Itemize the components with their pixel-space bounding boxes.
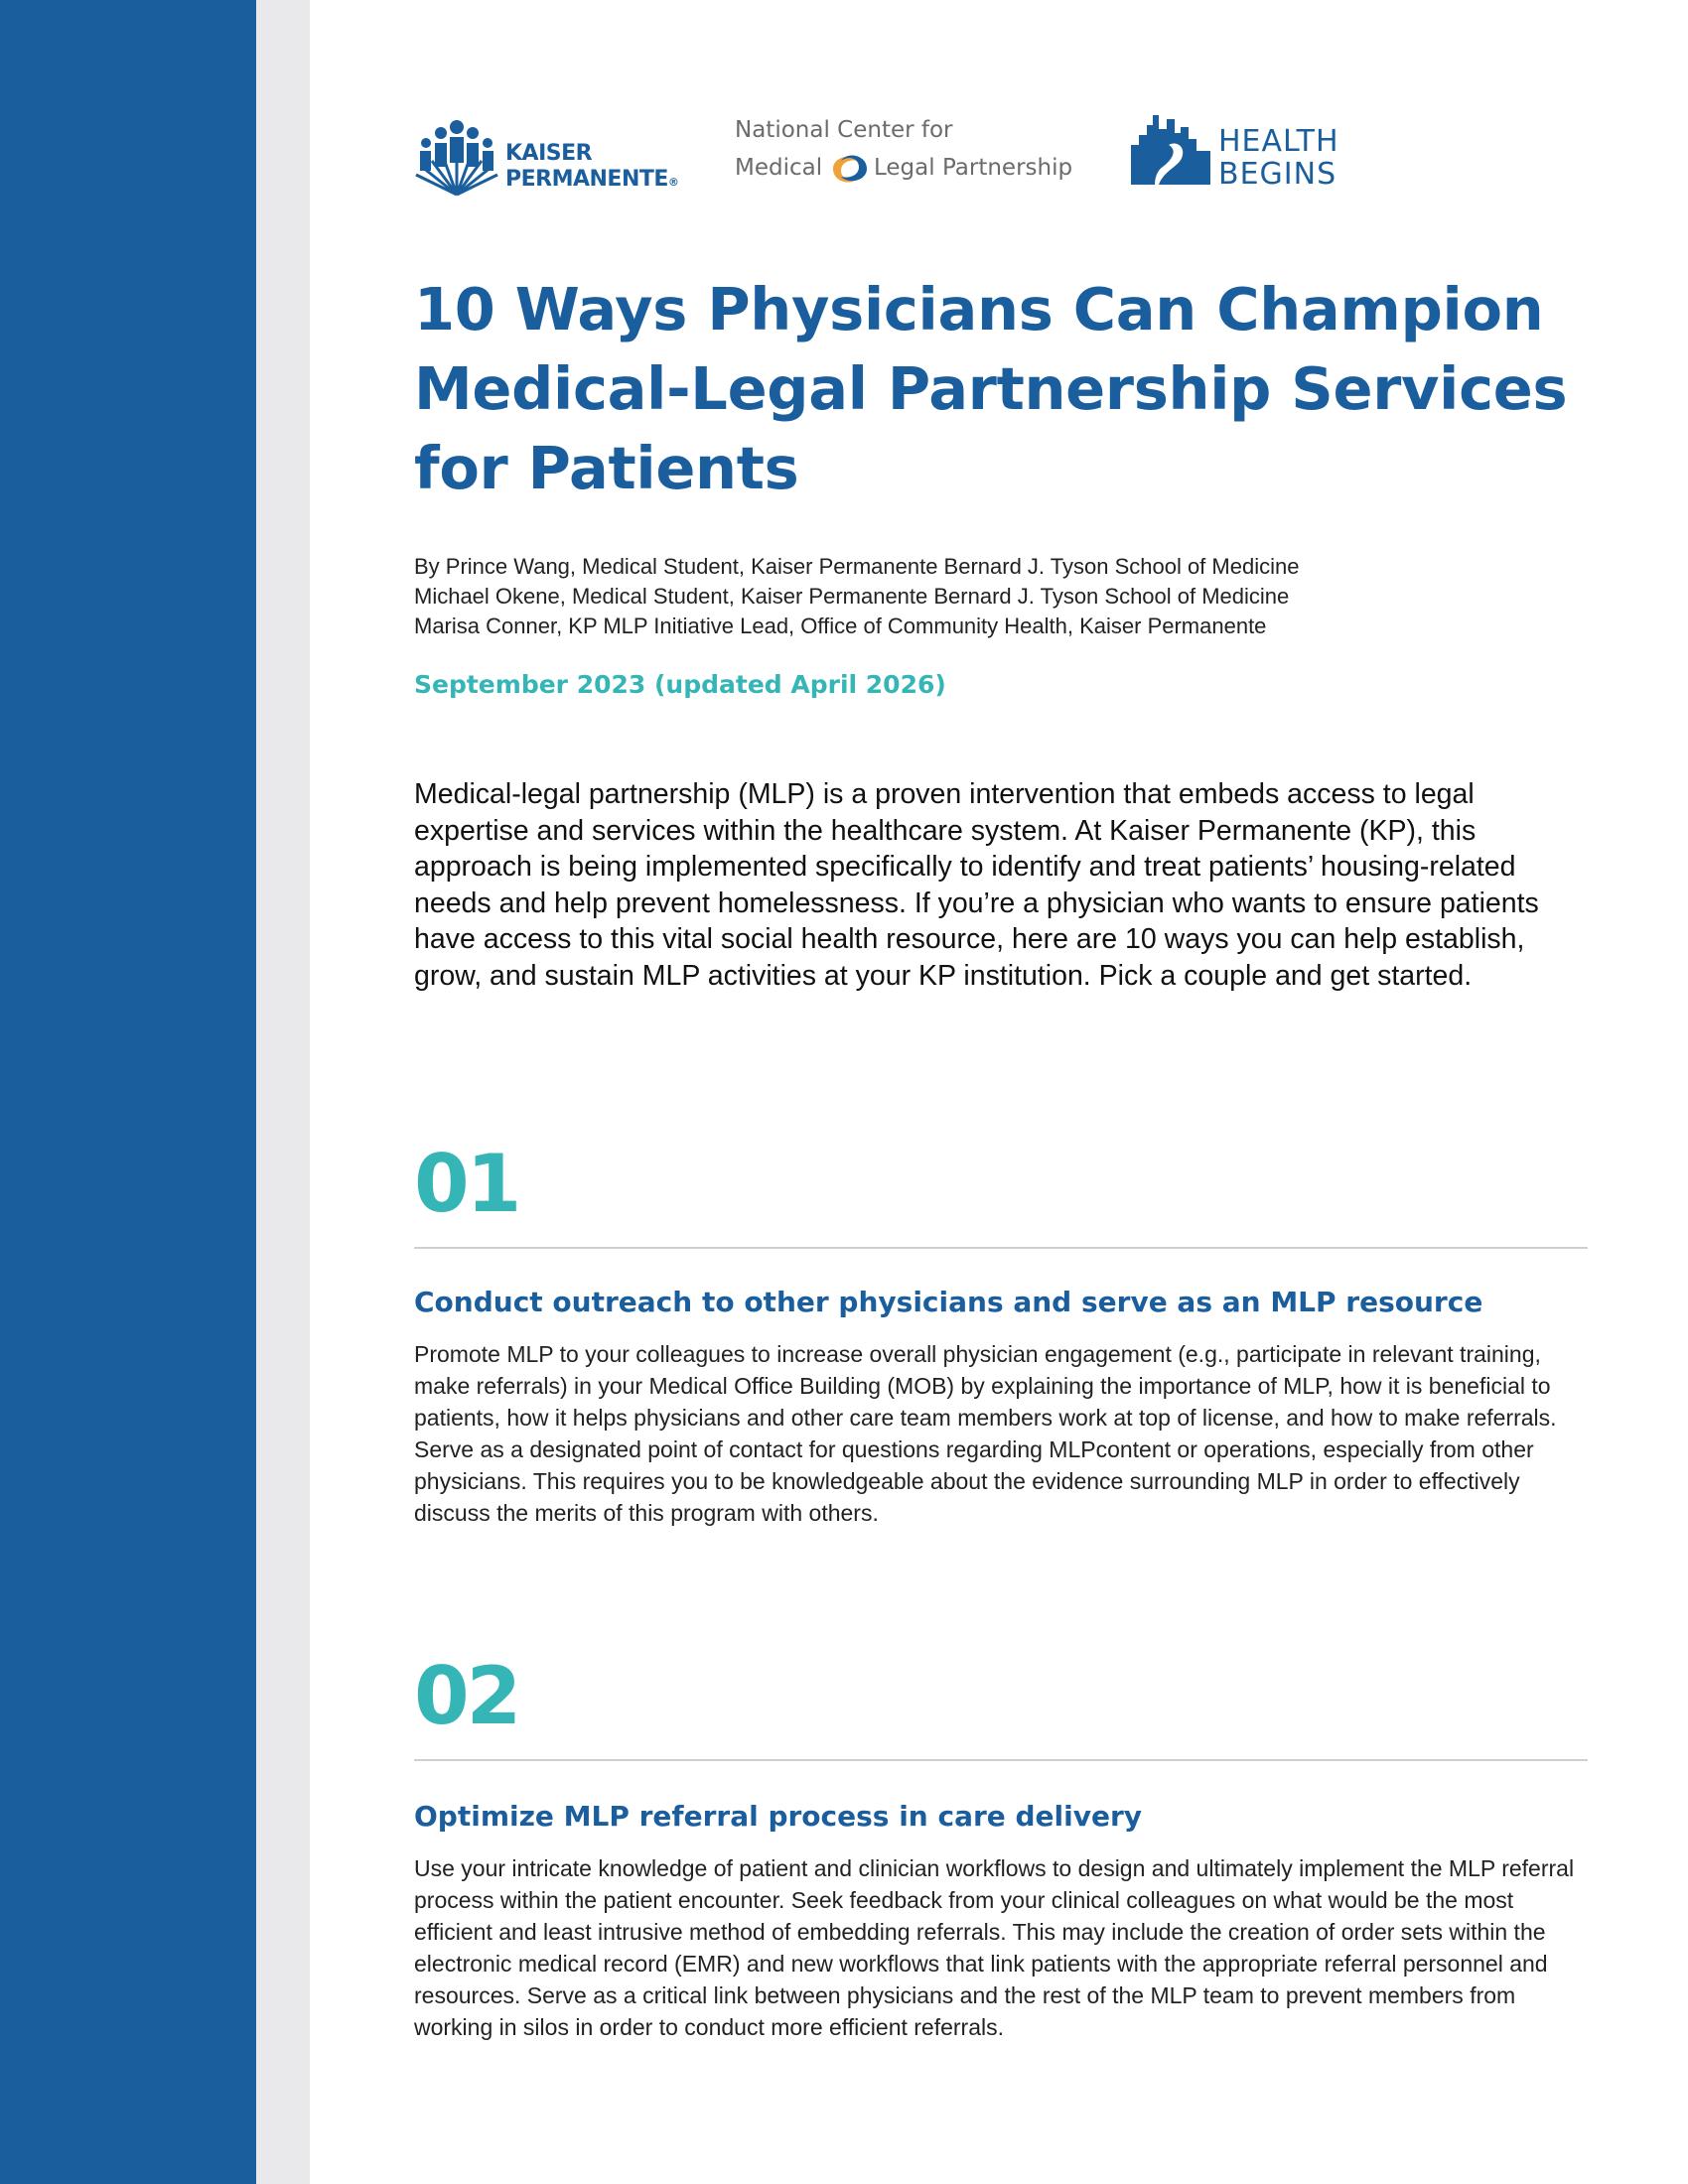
author-line: By Prince Wang, Medical Student, Kaiser Permanente Bernard J. Tyson School of Medicine xyxy=(414,554,1300,579)
publication-date: September 2023 (updated April 2026) xyxy=(414,670,946,699)
section-body: Use your intricate knowledge of patient and clinician workflows to design and ultimately implement the MLP referral process within the patient encounter. Seek feedback from your clinical colleagues on what would be the most efficient and least intrusive method of embedding referrals. This may include the creation of order sets within the electronic medical record (EMR) and new workflows that link patients with the appropriate referral personnel and resources. Serve as a critical link between physicians and the rest of the MLP team to prevent members from working in silos in order to conduct more efficient referrals. xyxy=(414,1855,1575,2040)
author-line: Marisa Conner, KP MLP Initiative Lead, Office of Community Health, Kaiser Permanente xyxy=(414,614,1267,638)
left-blue-sidebar xyxy=(0,0,256,2184)
section-divider xyxy=(414,1759,1588,1761)
section-02 xyxy=(414,1652,1588,2089)
section-title: Conduct outreach to other physicians and serve as an MLP resource xyxy=(414,1286,1483,1318)
begins-line: BEGINS xyxy=(1218,157,1337,192)
section-01 xyxy=(414,1140,1588,1557)
registered-mark: ® xyxy=(667,176,679,189)
permanente-line: PERMANENTE xyxy=(505,167,668,192)
section-title: Optimize MLP referral process in care delivery xyxy=(414,1800,1143,1833)
city-skyline-icon xyxy=(1129,111,1212,185)
author-line: Michael Okene, Medical Student, Kaiser Permanente Bernard J. Tyson School of Medicine xyxy=(414,584,1290,609)
ncmlp-legal-partnership: Legal Partnership xyxy=(874,155,1073,181)
logo-row xyxy=(414,111,1588,201)
section-number: 01 xyxy=(414,1138,519,1230)
kaiser-permanente-wordmark xyxy=(505,141,678,196)
health-begins-logo xyxy=(1129,111,1367,201)
ncmlp-logo xyxy=(735,117,1092,197)
authors-block xyxy=(414,552,1588,641)
health-line: HEALTH xyxy=(1218,124,1339,159)
kaiser-line: KAISER xyxy=(505,141,593,166)
ncmlp-medical: Medical xyxy=(735,155,823,181)
document-title: 10 Ways Physicians Can Champion Medical-Legal Partnership Services for Patients xyxy=(414,275,1568,502)
health-begins-wordmark xyxy=(1218,125,1339,191)
section-divider xyxy=(414,1247,1588,1249)
left-gray-strip xyxy=(256,0,310,2184)
mlp-swirl-icon xyxy=(829,151,871,187)
kaiser-permanente-logo xyxy=(414,119,682,199)
kaiser-permanente-people-icon xyxy=(414,119,499,197)
intro-paragraph: Medical-legal partnership (MLP) is a proven intervention that embeds access to legal expertise and services within the healthcare system. At Kaiser Permanente (KP), this approach is being implemented specifically to identify and treat patients’ housing-related needs and help prevent homelessness. If you’re a physician who wants to ensure patients have access to this vital social health resource, here are 10 ways you can help establish, grow, and sustain MLP activities at your KP institution. Pick a couple and get started. xyxy=(414,778,1539,992)
section-number: 02 xyxy=(414,1650,519,1742)
section-body: Promote MLP to your colleagues to increase overall physician engagement (e.g., participate in relevant training, make referrals) in your Medical Office Building (MOB) by explaining the importance of MLP, how it is beneficial to patients, how it helps physicians and other care team members work at top of license, and how to make referrals. Serve as a designated point of contact for questions regarding MLPcontent or operations, especially from other physicians. This requires you to be knowledgeable about the evidence surrounding MLP in order to effectively discuss the merits of this program with others. xyxy=(414,1341,1557,1526)
ncmlp-line1: National Center for xyxy=(735,117,953,143)
